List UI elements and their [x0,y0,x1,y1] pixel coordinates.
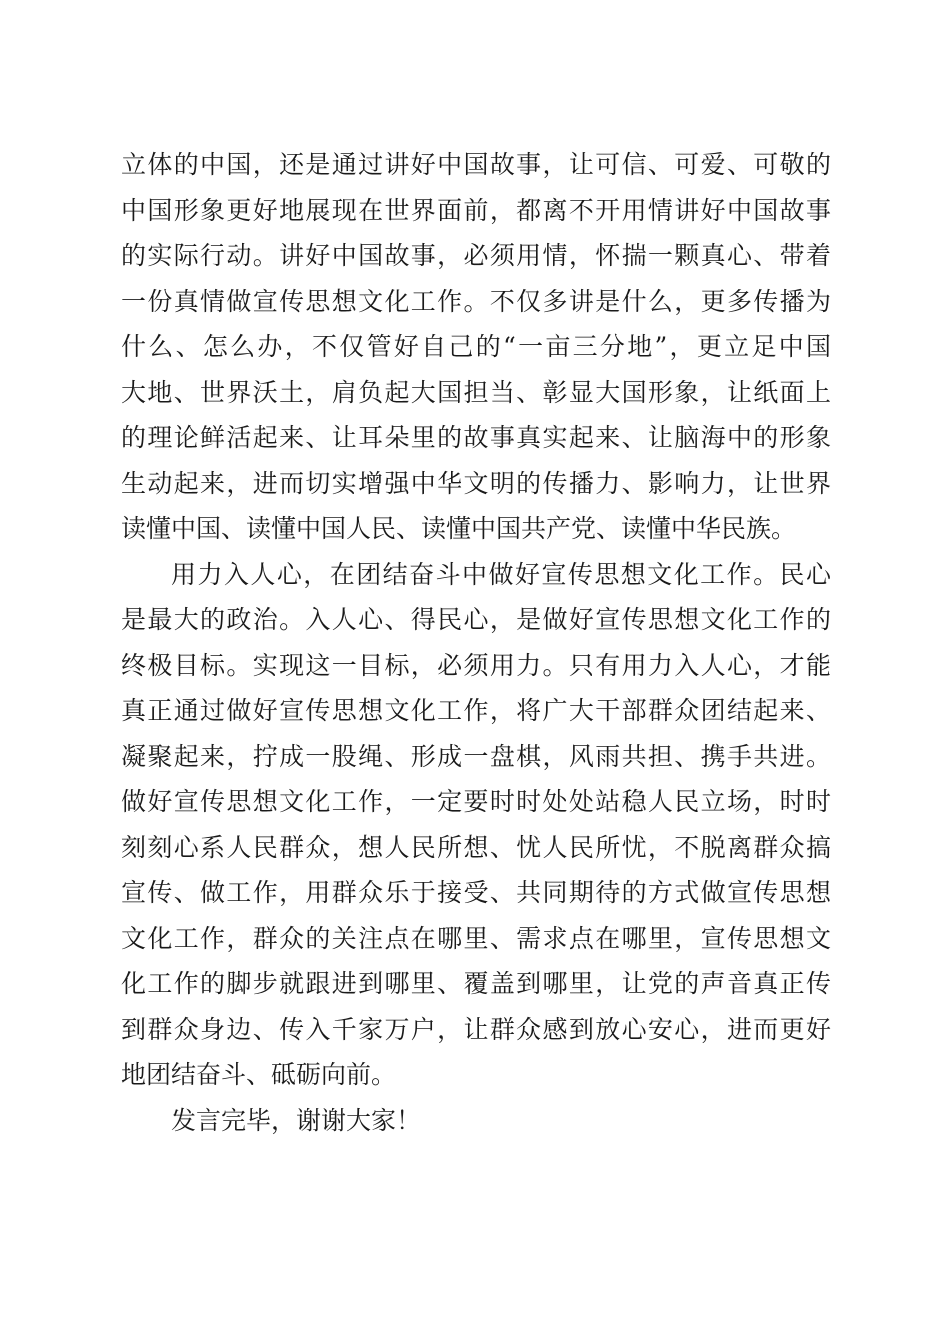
document-body [121,142,831,1143]
paragraph-line: 终极目标。实现这一目标，必须用力。只有用力入人心，才能 [121,650,831,680]
paragraph-line: 的实际行动。讲好中国故事，必须用情，怀揣一颗真心、带着 [121,241,831,270]
paragraph-line: 宣传、做工作，用群众乐于接受、共同期待的方式做宣传思想 [121,878,831,907]
paragraph-line: 刻刻心系人民群众，想人民所想、忧人民所忧，不脱离群众搞 [121,832,831,862]
paragraph-3 [121,1098,831,1144]
paragraph-line: 用力入人心，在团结奋斗中做好宣传思想文化工作。民心 [171,559,831,589]
closing-line: 发言完毕，谢谢大家！ [171,1105,422,1135]
paragraph-line: 一份真情做宣传思想文化工作。不仅多讲是什么，更多传播为 [121,286,831,316]
paragraph-line: 读懂中国、读懂中国人民、读懂中国共产党、读懂中华民族。 [121,514,797,543]
paragraph-line: 生动起来，进而切实增强中华文明的传播力、影响力，让世界 [121,468,831,498]
paragraph-line: 是最大的政治。入人心、得民心，是做好宣传思想文化工作的 [121,605,831,634]
paragraph-1 [121,142,831,552]
paragraph-line: 凝聚起来，拧成一股绳、形成一盘棋，风雨共担、携手共进。 [121,741,831,771]
paragraph-line: 做好宣传思想文化工作，一定要时时处处站稳人民立场，时时 [121,787,831,816]
paragraph-line: 真正通过做好宣传思想文化工作，将广大干部群众团结起来、 [121,696,831,725]
paragraph-line: 中国形象更好地展现在世界面前，都离不开用情讲好中国故事 [121,195,831,225]
paragraph-line: 的理论鲜活起来、让耳朵里的故事真实起来、让脑海中的形象 [121,423,831,452]
paragraph-line: 什么、怎么办，不仅管好自己的“一亩三分地”，更立足中国 [121,332,831,361]
paragraph-line: 到群众身边、传入千家万户，让群众感到放心安心，进而更好 [121,1014,831,1044]
paragraph-line: 大地、世界沃土，肩负起大国担当、彰显大国形象，让纸面上 [121,377,831,407]
paragraph-2 [121,552,831,1098]
paragraph-line: 文化工作，群众的关注点在哪里、需求点在哪里，宣传思想文 [121,923,831,953]
paragraph-line: 地团结奋斗、砥砺向前。 [121,1060,397,1089]
paragraph-line: 化工作的脚步就跟进到哪里、覆盖到哪里，让党的声音真正传 [121,969,831,998]
paragraph-line: 立体的中国，还是通过讲好中国故事，让可信、可爱、可敬的 [121,150,831,179]
